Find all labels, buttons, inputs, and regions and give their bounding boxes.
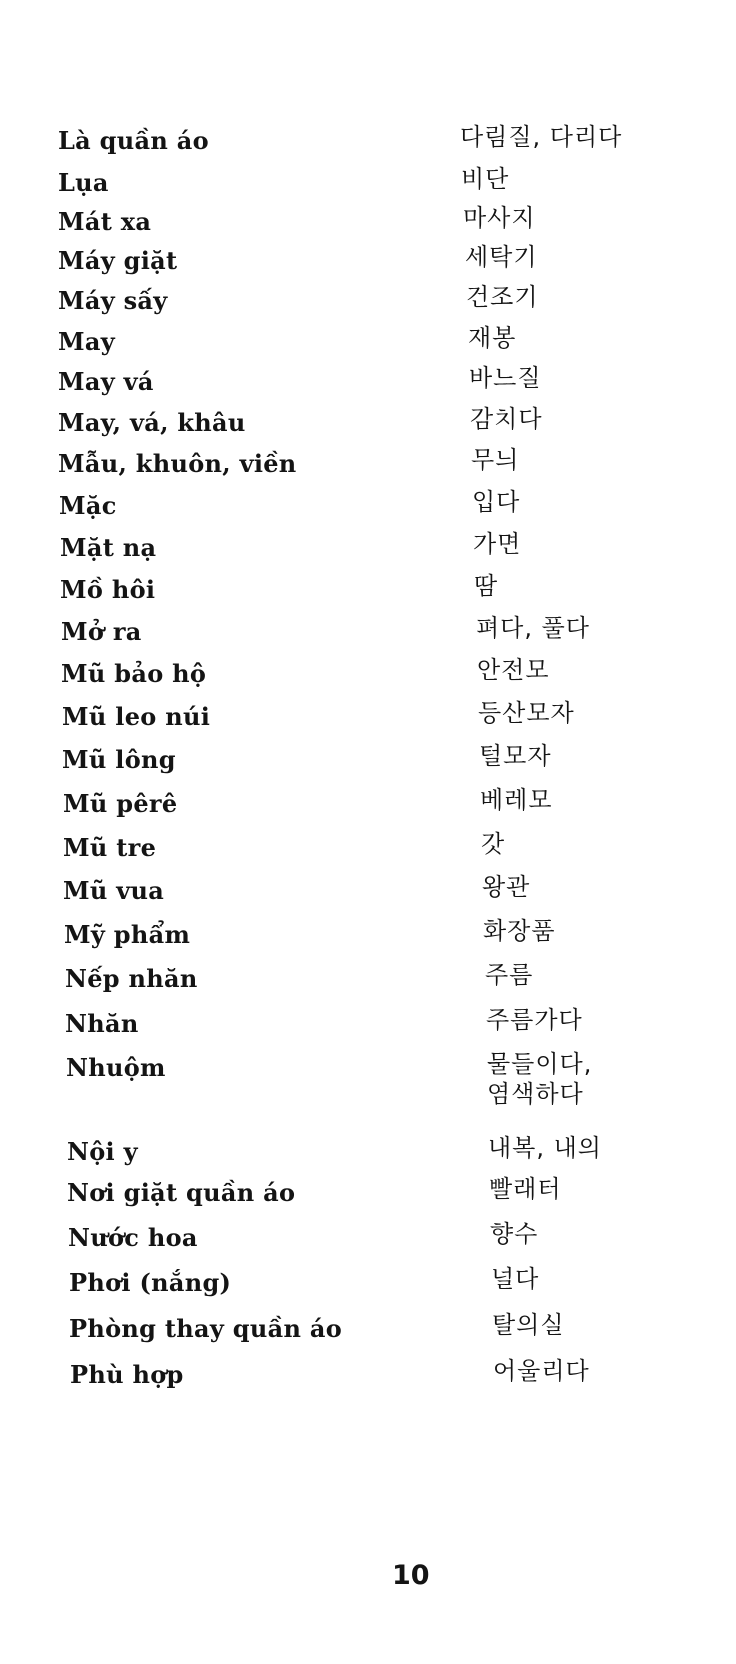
- korean-translation-line: 향수: [490, 1220, 539, 1248]
- vietnamese-term: Mở ra: [61, 617, 142, 646]
- korean-translation: [461, 164, 509, 194]
- korean-translation-line: 왕관: [482, 873, 531, 901]
- korean-translation: [485, 960, 533, 990]
- korean-translation-line: 무늬: [471, 446, 520, 474]
- vocabulary-entry: [0, 614, 736, 657]
- korean-translation-line: 땀: [474, 572, 499, 600]
- vocabulary-entry: [0, 1134, 736, 1177]
- korean-translation: [483, 916, 556, 946]
- vocabulary-entry: [0, 488, 736, 531]
- korean-translation: [486, 1005, 583, 1035]
- korean-translation: [488, 1133, 602, 1163]
- vietnamese-term: Nhăn: [65, 1009, 139, 1038]
- vocabulary-entry: [0, 699, 736, 742]
- korean-translation-line: 주름가다: [486, 1006, 583, 1034]
- vietnamese-term: Mũ tre: [63, 833, 157, 862]
- vietnamese-term: Mồ hôi: [60, 575, 156, 604]
- vietnamese-term: Mũ vua: [63, 876, 165, 905]
- korean-translation-line: 염색하다: [487, 1080, 584, 1108]
- korean-translation-line: 베레모: [480, 786, 553, 814]
- korean-translation: [471, 445, 519, 475]
- vocabulary-entry: [0, 961, 736, 1004]
- vietnamese-term: May, vá, khâu: [58, 408, 246, 437]
- vietnamese-term: May vá: [58, 367, 154, 396]
- vietnamese-term: Nếp nhăn: [65, 964, 198, 993]
- vocabulary-entry: [0, 1357, 736, 1400]
- vocabulary-entry: [0, 324, 736, 367]
- vocabulary-entry: [0, 873, 736, 916]
- korean-translation-line: 입다: [472, 488, 521, 516]
- korean-translation-line: 등산모자: [478, 699, 575, 727]
- vietnamese-term: May: [58, 327, 115, 356]
- vietnamese-term: Nhuộm: [66, 1053, 166, 1082]
- vocabulary-entry: [0, 204, 736, 247]
- korean-translation: [463, 203, 536, 233]
- vocabulary-entry: [0, 1311, 736, 1354]
- vietnamese-term: Mũ leo núi: [62, 702, 211, 731]
- vocabulary-entry: [0, 165, 736, 208]
- korean-translation-line: 마사지: [463, 204, 536, 232]
- vocabulary-entry: [0, 656, 736, 699]
- korean-translation: [470, 404, 543, 434]
- korean-translation: [477, 655, 550, 685]
- korean-translation-line: 화장품: [483, 917, 556, 945]
- vocabulary-entry: [0, 446, 736, 489]
- page-number: 10: [392, 1560, 430, 1591]
- vocabulary-entry: [0, 1050, 736, 1108]
- korean-translation-line: 건조기: [466, 283, 539, 311]
- korean-translation: [472, 487, 520, 517]
- korean-translation: [474, 571, 498, 601]
- korean-translation-line: 펴다, 풀다: [476, 614, 590, 642]
- vocabulary-entry: [0, 243, 736, 286]
- vietnamese-term: Máy sấy: [58, 286, 168, 315]
- korean-translation: [469, 363, 542, 393]
- vietnamese-term: Mẫu, khuôn, viền: [58, 449, 297, 478]
- korean-translation: [479, 741, 552, 771]
- korean-translation-line: 빨래터: [489, 1175, 562, 1203]
- korean-translation: [491, 1264, 539, 1294]
- korean-translation: [490, 1219, 538, 1249]
- korean-translation: [482, 872, 530, 902]
- korean-translation-line: 안전모: [477, 656, 550, 684]
- korean-translation-line: 어울리다: [493, 1357, 590, 1385]
- vocabulary-entry: [0, 786, 736, 829]
- korean-translation-line: 물들이다,: [487, 1050, 593, 1078]
- korean-translation-line: 털모자: [479, 742, 552, 770]
- vocabulary-entry: [0, 917, 736, 960]
- vocabulary-entry: [0, 405, 736, 448]
- vietnamese-term: Là quần áo: [58, 126, 209, 155]
- korean-translation-line: 갓: [481, 830, 506, 858]
- vocabulary-entry: [0, 830, 736, 873]
- vietnamese-term: Phơi (nắng): [69, 1268, 232, 1297]
- korean-translation-line: 재봉: [468, 324, 517, 352]
- vietnamese-term: Mũ bảo hộ: [61, 659, 207, 688]
- vocabulary-entry: [0, 530, 736, 573]
- vocabulary-entry: [0, 1265, 736, 1308]
- vietnamese-term: Phòng thay quần áo: [69, 1314, 343, 1343]
- korean-translation: [481, 829, 505, 859]
- korean-translation: [466, 282, 539, 312]
- vietnamese-term: Mũ pêrê: [63, 789, 178, 818]
- vietnamese-term: Nơi giặt quần áo: [67, 1178, 296, 1207]
- vietnamese-term: Mặc: [59, 491, 117, 520]
- vocabulary-entry: [0, 742, 736, 785]
- korean-translation: [487, 1049, 592, 1109]
- korean-translation: [465, 242, 538, 272]
- vietnamese-term: Nước hoa: [68, 1223, 198, 1252]
- vocabulary-entry: [0, 123, 736, 166]
- korean-translation: [489, 1174, 562, 1204]
- vietnamese-term: Phù hợp: [70, 1360, 184, 1389]
- korean-translation-line: 비단: [461, 165, 510, 193]
- vietnamese-term: Nội y: [67, 1137, 138, 1166]
- korean-translation-line: 주름: [485, 961, 534, 989]
- korean-translation-line: 가면: [473, 530, 522, 558]
- korean-translation-line: 널다: [491, 1265, 540, 1293]
- korean-translation: [473, 529, 521, 559]
- korean-translation-line: 다림질, 다리다: [460, 123, 623, 151]
- korean-translation: [493, 1356, 590, 1386]
- vietnamese-term: Máy giặt: [58, 246, 178, 275]
- korean-translation: [480, 785, 553, 815]
- korean-translation-line: 내복, 내의: [488, 1134, 602, 1162]
- vocabulary-entry: [0, 283, 736, 326]
- vietnamese-term: Mỹ phẩm: [64, 920, 191, 949]
- vietnamese-term: Lụa: [58, 168, 109, 197]
- vietnamese-term: Mũ lông: [62, 745, 176, 774]
- korean-translation-line: 탈의실: [492, 1311, 565, 1339]
- korean-translation: [468, 323, 516, 353]
- vietnamese-term: Mát xa: [58, 207, 152, 236]
- vocabulary-entry: [0, 1175, 736, 1218]
- korean-translation: [476, 613, 590, 643]
- korean-translation-line: 세탁기: [465, 243, 538, 271]
- vocabulary-entry: [0, 364, 736, 407]
- korean-translation-line: 감치다: [470, 405, 543, 433]
- vocabulary-entry: [0, 572, 736, 615]
- korean-translation: [460, 122, 622, 152]
- korean-translation: [478, 698, 575, 728]
- korean-translation-line: 바느질: [469, 364, 542, 392]
- korean-translation: [492, 1310, 565, 1340]
- vocabulary-entry: [0, 1220, 736, 1263]
- vocabulary-entry: [0, 1006, 736, 1049]
- vietnamese-term: Mặt nạ: [60, 533, 157, 562]
